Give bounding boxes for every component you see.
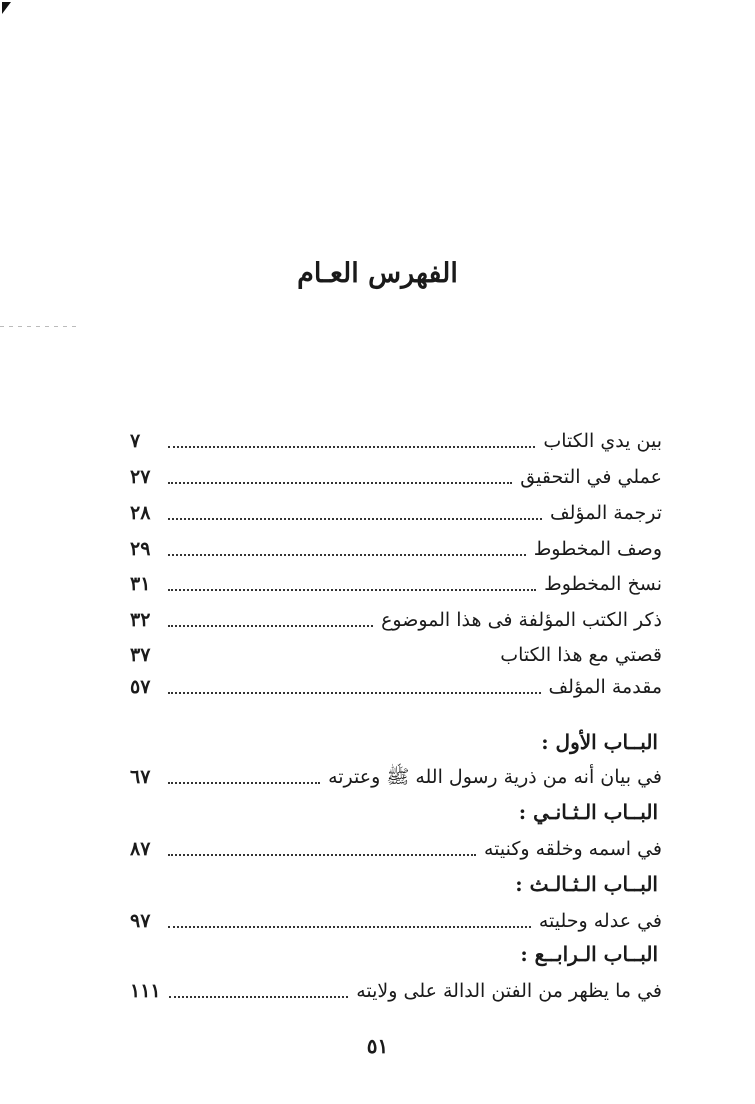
dot-leader	[169, 996, 349, 998]
toc-entry	[130, 603, 662, 633]
chapter-heading: البــاب الـثـالـث :	[515, 872, 658, 896]
chapter-entry-label: في ما يظهر من الفتن الدالة على ولايته	[356, 980, 662, 1002]
chapter-entry-label: في عدله وحليته	[538, 910, 662, 932]
toc-entry	[130, 460, 662, 490]
toc-entry-label: ذكر الكتب المؤلفة فى هذا الموضوع	[381, 609, 662, 631]
chapter-entry-page: ٨٧	[130, 838, 151, 860]
page-number: ٥١	[366, 1034, 389, 1058]
toc-entry-page: ٣١	[130, 573, 151, 595]
chapter-heading: البــاب الأول :	[541, 730, 658, 754]
dot-leader	[168, 518, 542, 520]
chapter-entry-page: ١١١	[130, 980, 161, 1002]
toc-entry-page: ٣٢	[130, 609, 151, 631]
toc-entry-label: ترجمة المؤلف	[549, 502, 662, 524]
scan-corner-mark	[2, 2, 11, 14]
toc-entry	[130, 532, 662, 562]
toc-entry-label: نسخ المخطوط	[544, 573, 662, 595]
toc-entry	[130, 496, 662, 526]
dot-leader	[168, 482, 512, 484]
toc-entry-label: عملي في التحقيق	[520, 466, 662, 488]
chapter-entry-label: في اسمه وخلقه وكنيته	[483, 838, 662, 860]
dot-leader	[168, 926, 531, 928]
chapter-heading: البــاب الـرابــع :	[520, 942, 658, 966]
chapter-heading: البــاب الـثـانـي :	[518, 800, 658, 824]
toc-entry-label: بين يدي الكتاب	[543, 430, 662, 452]
dot-leader	[168, 554, 526, 556]
dot-leader	[168, 782, 320, 784]
toc-entry-page: ٣٧	[130, 644, 151, 666]
toc-entry	[130, 424, 662, 454]
dot-leader	[168, 589, 536, 591]
dot-leader	[168, 446, 535, 448]
chapter-entry-label: في بيان أنه من ذرية رسول الله ﷺ وعترته	[328, 766, 662, 788]
toc-entry-page: ٥٧	[130, 676, 151, 698]
toc-entry-label: مقدمة المؤلف	[548, 676, 662, 698]
toc-entry-page: ٢٧	[130, 466, 151, 488]
toc-entry-page: ٢٨	[130, 502, 151, 524]
toc-entry-page: ٧	[130, 430, 141, 452]
page-title: الفهرس العـام	[297, 258, 458, 289]
toc-entry-label: قصتي مع هذا الكتاب	[500, 644, 662, 666]
chapter-entry-page: ٩٧	[130, 910, 151, 932]
chapter-entry	[130, 832, 662, 862]
toc-entry-page: ٢٩	[130, 538, 151, 560]
chapter-entry	[130, 904, 662, 934]
toc-entry	[130, 670, 662, 700]
chapter-entry	[130, 974, 662, 1004]
dot-leader	[168, 692, 541, 694]
dot-leader	[168, 625, 373, 627]
toc-entry	[130, 567, 662, 597]
scan-artifact-line	[0, 326, 80, 327]
toc-entry-label: وصف المخطوط	[533, 538, 662, 560]
dot-leader	[168, 854, 476, 856]
chapter-entry	[130, 760, 662, 790]
chapter-entry-page: ٦٧	[130, 766, 151, 788]
toc-entry	[130, 638, 662, 668]
